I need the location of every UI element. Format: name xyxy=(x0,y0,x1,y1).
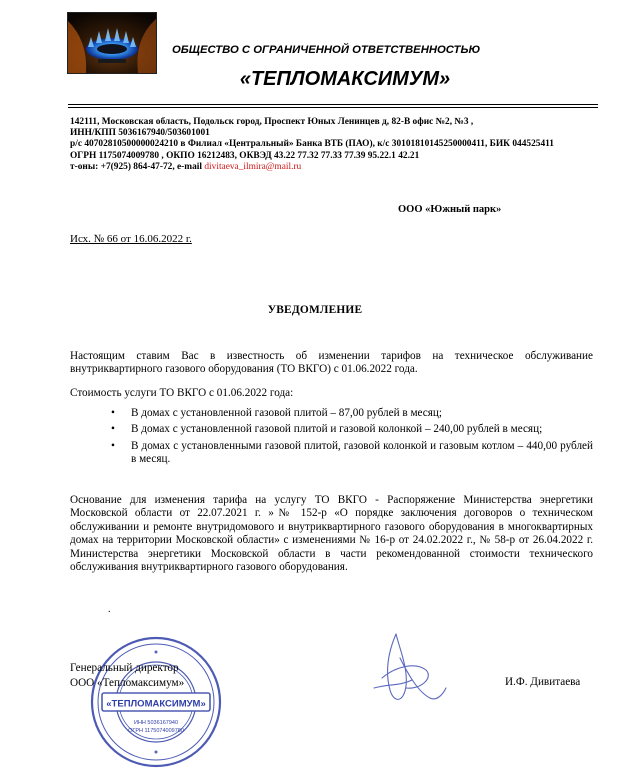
email-link[interactable]: divitaeva_ilmira@mail.ru xyxy=(204,161,302,172)
org-name: «ТЕПЛОМАКСИМУМ» xyxy=(239,68,451,90)
company-inn-kpp: ИНН/КПП 5036167940/503601001 xyxy=(70,128,210,139)
signatory-name: И.Ф. Дивитаева xyxy=(505,676,581,688)
company-ogrn: ОГРН 1175074009780 , ОКПО 16212483, ОКВЭД 43.22 77.32 77.33 77.39 95.22.1 42.21 xyxy=(70,150,420,161)
company-contacts xyxy=(70,162,595,173)
signatory-company: ООО «Тепломаксимум» xyxy=(70,677,185,689)
basis-paragraph: Основание для изменения тарифа на услугу ТО ВКГО - Распоряжение Министерства энергетики Московской области от 22.07.2021 г. »№ 152-р «О порядке заключения договоров о техническом обслуживании и ремонте внутридомового и внутриквартирного газового оборудования в многоквартирных домах на территории Московской области» с изменениями № 16-р от 24.02.2022 г., № 58-р от 26.04.2022 г. Министерства энергетики Московской области в части рекомендованной стоимости технического обслуживания внутриквартирного газового оборудования. xyxy=(70,494,593,574)
handwritten-signature xyxy=(360,628,450,718)
company-bank-details: р/с 40702810500000024210 в Филиал «Центральный» Банка ВТБ (ПАО), к/с 30101810145250000411, БИК 044525411 xyxy=(70,139,554,150)
bullet-icon: • xyxy=(111,407,115,419)
tariff-item: • В домах с установленными газовой плитой, газовой колонкой и газовым котлом – 440,00 рублей в месяц. xyxy=(111,439,593,466)
company-address: 142111, Московская область, Подольск город, Проспект Юных Ленинцев д, 82-В офис №2, №3 , xyxy=(70,117,474,127)
seal-ogrn: ОГРН 1175074009780 xyxy=(128,728,184,734)
header-divider-bottom xyxy=(68,107,598,108)
intro-paragraph: Настоящим ставим Вас в известность об изменении тарифов на техническое обслуживание внутриквартирного газового оборудования (ТО ВКГО) с 01.06.2022 года. xyxy=(70,350,593,376)
tariff-list xyxy=(105,407,593,470)
seal-inn: ИНН 5036167940 xyxy=(133,720,179,726)
stray-dot: . xyxy=(108,604,111,615)
signatory-position: Генеральный директор xyxy=(70,662,179,674)
tariff-item: • В домах с установленной газовой плитой и газовой колонкой – 240,00 рублей в месяц; xyxy=(111,423,543,436)
company-seal xyxy=(88,622,224,778)
tariff-item: • В домах с установленной газовой плитой – 87,00 рублей в месяц; xyxy=(111,407,442,419)
notice-title: УВЕДОМЛЕНИЕ xyxy=(267,304,363,316)
cost-heading: Стоимость услуги ТО ВКГО с 01.06.2022 года: xyxy=(70,387,294,399)
gas-flame-logo xyxy=(67,12,157,74)
signatory-block xyxy=(70,661,184,691)
bullet-icon: • xyxy=(111,423,115,436)
org-type: ОБЩЕСТВО С ОГРАНИЧЕННОЙ ОТВЕТСТВЕННОСТЬЮ xyxy=(172,44,481,56)
header-divider-top xyxy=(68,104,598,105)
seal-center-text: «ТЕПЛОМАКСИМУМ» xyxy=(106,698,206,710)
outgoing-number: Исх. № 66 от 16.06.2022 г. xyxy=(70,233,192,245)
phone-text: т-оны: +7(925) 864-47-72, e-mail xyxy=(70,161,205,172)
bullet-icon: • xyxy=(111,439,115,452)
company-requisites xyxy=(70,117,595,173)
addressee: ООО «Южный парк» xyxy=(398,204,502,215)
